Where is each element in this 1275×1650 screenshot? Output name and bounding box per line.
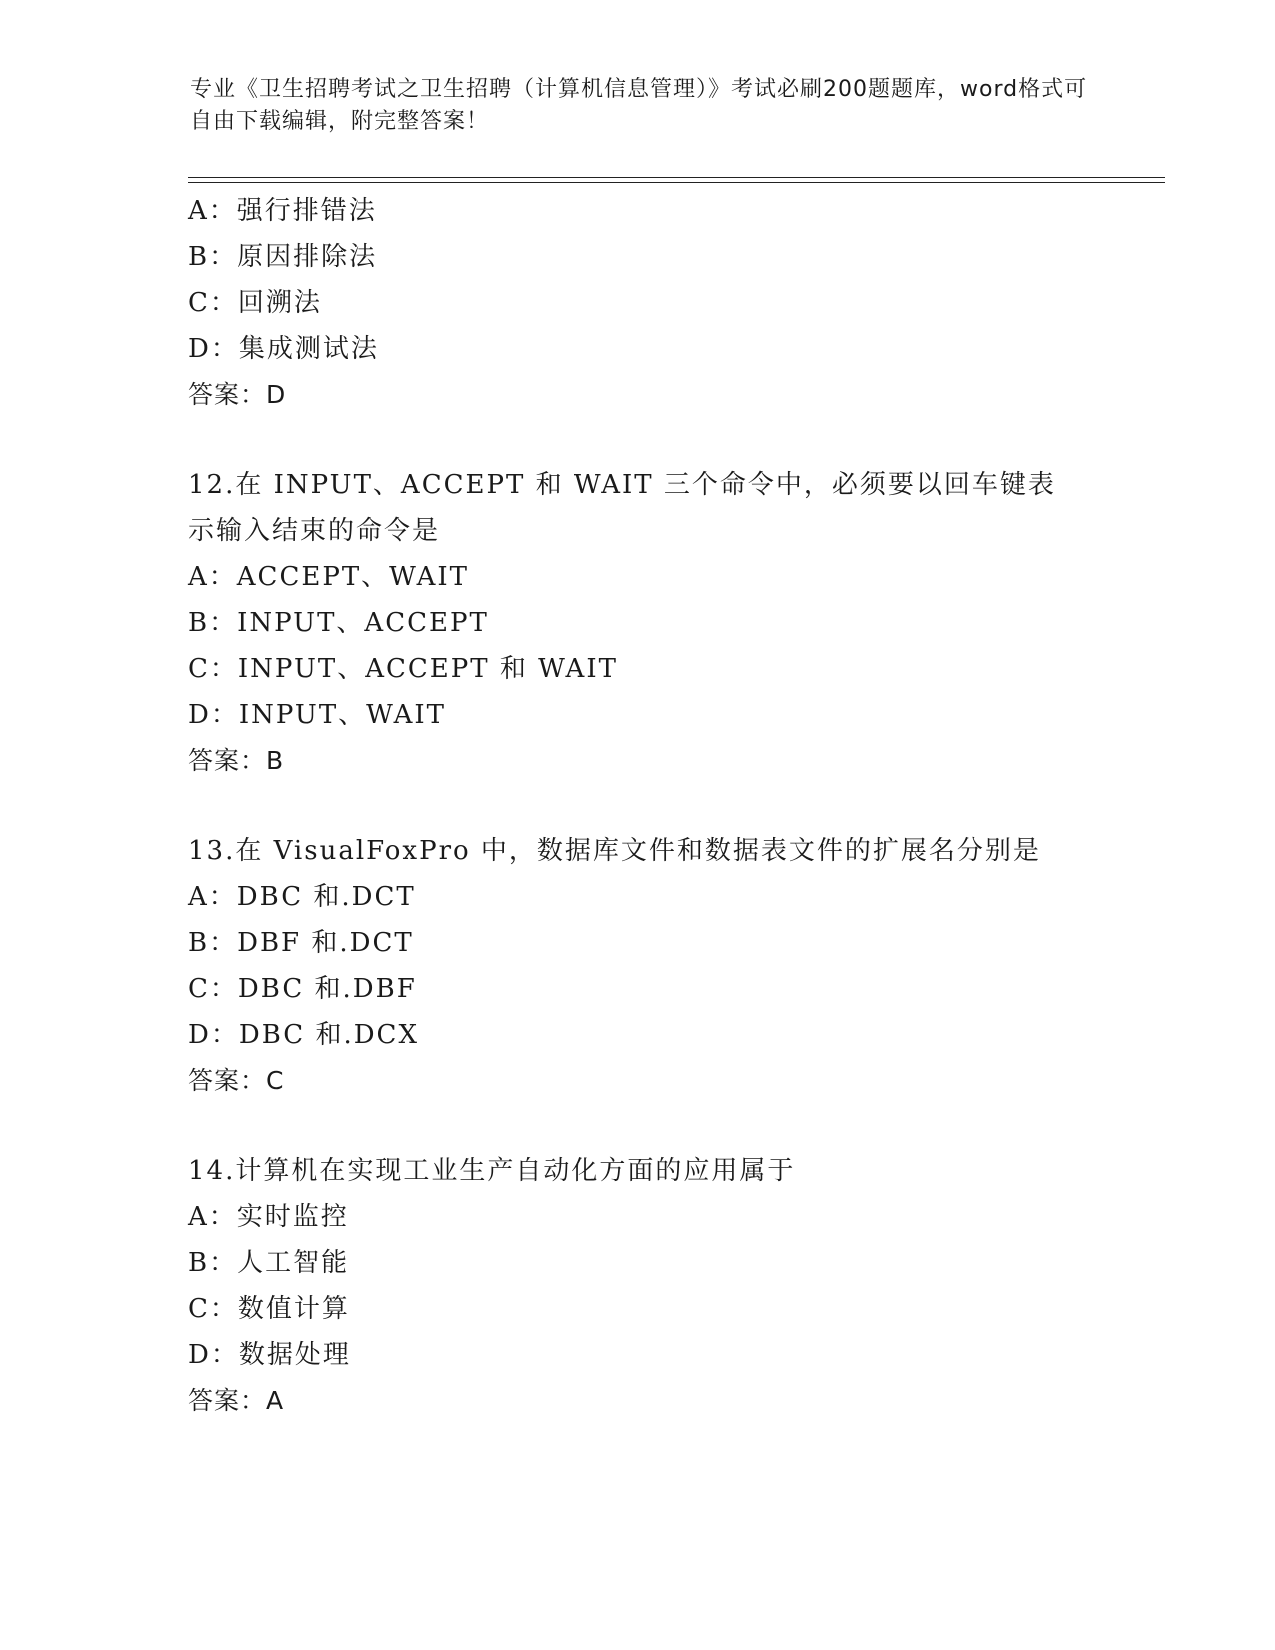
answer-line: 答案：D <box>188 380 287 409</box>
question-12 <box>188 462 1088 784</box>
option-d: D：数据处理 <box>188 1340 351 1370</box>
option-a: A：DBC 和.DCT <box>188 882 416 912</box>
question-11 <box>188 188 1088 418</box>
option-c: C：DBC 和.DBF <box>188 974 417 1004</box>
option-c: C：INPUT、ACCEPT 和 WAIT <box>188 654 618 684</box>
question-stem: 13.在 VisualFoxPro 中，数据库文件和数据表文件的扩展名分别是 <box>188 836 1041 866</box>
question-14 <box>188 1148 1088 1424</box>
option-a: A：ACCEPT、WAIT <box>188 562 469 592</box>
header-divider-bottom <box>188 182 1165 183</box>
question-stem: 12.在 INPUT、ACCEPT 和 WAIT 三个命令中，必须要以回车键表示输入结束的命令是 <box>188 470 1056 546</box>
question-list <box>188 188 1088 1424</box>
option-c: C：回溯法 <box>188 288 322 318</box>
answer-line: 答案：C <box>188 1066 285 1095</box>
answer-line: 答案：B <box>188 746 285 775</box>
header-divider-top <box>188 177 1165 178</box>
option-b: B：DBF 和.DCT <box>188 928 414 958</box>
answer-line: 答案：A <box>188 1386 285 1415</box>
option-d: D：集成测试法 <box>188 334 379 364</box>
option-b: B：原因排除法 <box>188 242 378 272</box>
option-d: D：INPUT、WAIT <box>188 700 446 730</box>
option-a: A：实时监控 <box>188 1202 349 1232</box>
option-d: D：DBC 和.DCX <box>188 1020 419 1050</box>
question-stem: 14.计算机在实现工业生产自动化方面的应用属于 <box>188 1156 796 1186</box>
option-b: B：INPUT、ACCEPT <box>188 608 489 638</box>
option-b: B：人工智能 <box>188 1248 350 1278</box>
option-a: A：强行排错法 <box>188 196 377 226</box>
option-c: C：数值计算 <box>188 1294 350 1324</box>
question-13 <box>188 828 1088 1104</box>
document-header: 专业《卫生招聘考试之卫生招聘（计算机信息管理）》考试必刷200题题库，word格式可自由下载编辑，附完整答案！ <box>190 77 1088 134</box>
